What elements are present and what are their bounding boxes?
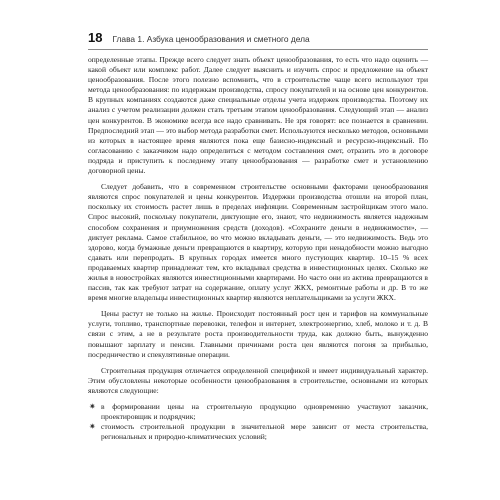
chapter-title: Глава 1. Азбука ценообразования и сметного дела [112,34,310,44]
bullet-star-icon: ✷ [89,422,96,432]
bullet-star-icon: ✷ [89,402,96,411]
page-body [88,55,428,442]
list-item-text: в формировании цены на строительную продукцию одновременно участвуют заказчик, проектировщик и подрядчик; [101,402,428,422]
paragraph-continued: определенные этапы. Прежде всего следует знать объект ценообразования, то есть что надо оценить — какой объект или комплекс работ. Далее следует выяснить и изучить спрос и предложение на объект ценообразования. После этого полезно вспомнить, что в строительстве чаще всего используют три метода ценообразования: по издержкам производства, спросу покупателей и на основе цен конкурентов. В крупных компаниях создаются даже специальные отделы учета издержек производства. Поэтому их анализ с учетом реализации должен стать третьим этапом ценообразования. Следующий этап — анализ цен конкурентов. В экономике всегда все надо сравнивать. Не зря говорят: все познается в сравнении. Предпоследний этап — это выбор метода разработки смет. Используются несколько методов, основными из которых в настоящее время являются пока еще базисно-индексный и ресурсно-индексный. По согласованию с заказчиком надо определиться с методом составления смет, отразить это в договоре подряда и приступить к последнему этапу ценообразования — разработке смет и установлению договорной цены. [88,55,428,176]
bullet-list [88,402,428,442]
list-item-text: стоимость строительной продукции в значительной мере зависит от места строительства, региональных и природно-климатических условий; [101,422,428,442]
page-number: 18 [88,30,103,45]
paragraph: Следует добавить, что в современном строительстве основными факторами ценообразования являются спрос покупателей и цены конкурентов. Издержки производства отошли на второй план, поскольку их стоимость растет лишь в пределах инфляции. Современным застройщикам этого мало. Спрос высокий, поскольку покупатели, диктующие его, знают, что недвижимость является надежным способом сохранения и приумножения средств (доходов). «Сохраните деньги в недвижимости», — диктует реклама. Самое стабильное, во что можно вкладывать деньги, — это недвижимость. Ведь это здорово, когда бумажные деньги превращаются в квартиру, которую при ненадобности можно выгодно сдавать или перепродать. В крупных городах имеется много пустующих квартир. 10–15 % всех продаваемых квартир принадлежат тем, кто вкладывал средства в инвестиционных целях. Сколько же жилья в новостройках являются инвестиционными квартирами. Но часто они из актива превращаются в пассив, так как требуют затрат на содержание, оплату услуг ЖКХ, ремонтные работы и др. В то же время многие владельцы инвестиционных квартир являются неплательщиками за услуги ЖКХ. [88,182,428,303]
list-item [88,402,428,422]
paragraph: Цены растут не только на жилье. Происходит постоянный рост цен и тарифов на коммунальные услуги, топливо, транспортные перевозки, телефон и интернет, электроэнергию, хлеб, молоко и т. д. В связи с этим, а не в результате роста производительности труда, как должно быть, вынужденно повышают зарплату и пенсии. Главными причинами роста цен являются погоня за прибылью, посредничество и спекулятивные операции. [88,309,428,359]
paragraph: Строительная продукция отличается определенной спецификой и имеет индивидуальный характер. Этим обусловлены некоторые особенности ценообразования в строительстве, основными из которых являются следующие: [88,365,428,395]
list-item [88,422,428,442]
running-header [88,30,428,50]
